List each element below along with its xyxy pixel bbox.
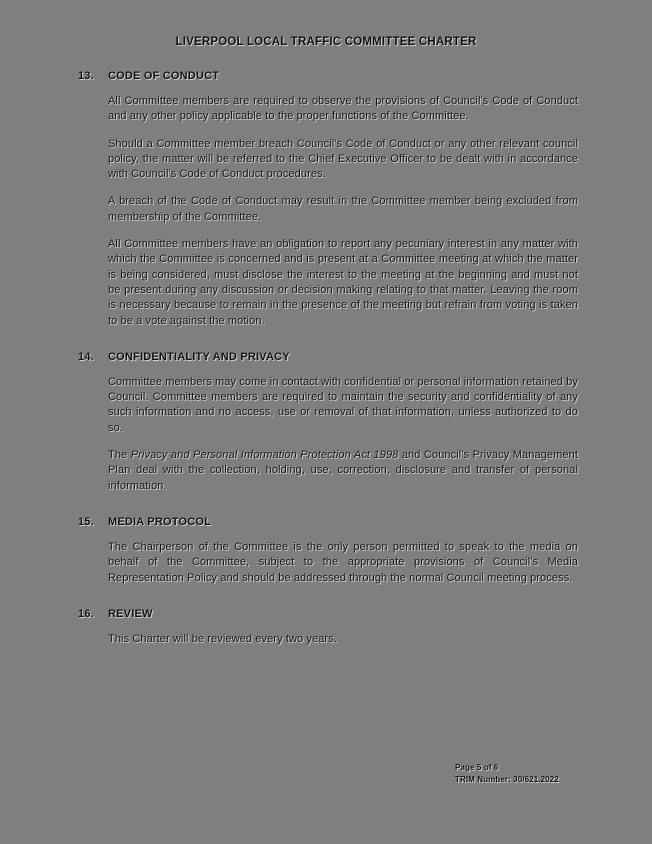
footer-trim-number: TRIM Number: 30/621.2022 [455, 775, 559, 784]
section-title: MEDIA PROTOCOL [108, 515, 212, 528]
paragraph-segment: The Chairperson of the Committee is the only person permitted to speak to the media on behalf of the Committee, subject to the appropriate provisions of Council's Media Representation Policy and should be addressed through the normal Council meeting process. [108, 540, 578, 584]
section-number: 14. [78, 350, 94, 363]
paragraph-segment: and Council's Privacy Management Plan deal with the collection, holding, use, correction, disclosure and transfer of personal information. [108, 449, 578, 492]
paragraph-segment: A breach of the Code of Conduct may result in the Committee member being excluded from membership of the Committee. [108, 195, 578, 223]
paragraph-segment-italic: Privacy and Personal Information Protection Act 1998 [130, 449, 399, 462]
paragraph-segment: This Charter will be reviewed every two years. [108, 632, 337, 645]
section-heading [78, 608, 578, 620]
section-heading [78, 516, 578, 528]
paragraph [108, 137, 578, 183]
paragraph-segment: Should a Committee member breach Council's Code of Conduct or any other relevant council policy, the matter will be referred to the Chief Executive Officer to be dealt with in accordance with Council's Code of Conduct procedures. [108, 137, 578, 181]
section-title: REVIEW [108, 607, 153, 620]
section-heading [78, 351, 578, 363]
paragraph [108, 237, 578, 329]
paragraph [108, 540, 578, 586]
paragraph-segment: All Committee members have an obligation to report any pecuniary interest in any matter with which the Committee is concerned and is present at a Committee meeting at which the matter is being considered, must disclose the interest to the meeting at the beginning and must not be present during any discussion or decision making relating to that matter. Leaving the room is necessary because to remain in the presence of the meeting but refrain from voting is taken to be a vote against the motion. [108, 238, 578, 327]
paragraph-segment: The [108, 449, 131, 462]
paragraph [108, 375, 578, 436]
paragraph [108, 448, 578, 494]
document-body [78, 70, 578, 647]
section-title: CONFIDENTIALITY AND PRIVACY [108, 350, 290, 363]
paragraph [108, 194, 578, 225]
paragraph [108, 632, 578, 647]
page-footer [455, 762, 559, 786]
paragraph [108, 94, 578, 125]
section-number: 13. [78, 70, 94, 82]
section-title: CODE OF CONDUCT [108, 70, 220, 82]
section-number: 15. [78, 515, 94, 528]
section-heading [78, 70, 578, 82]
section-number: 16. [78, 607, 94, 620]
paragraph-segment: All Committee members are required to observe the provisions of Council's Code of Conduct and any other policy applicable to the proper functions of the Committee. [108, 95, 578, 123]
footer-page-number: Page 5 of 6 [455, 763, 499, 772]
page-title: LIVERPOOL LOCAL TRAFFIC COMMITTEE CHARTER [175, 36, 477, 48]
paragraph-segment: Committee members may come in contact with confidential or personal information retained by Council. Committee members are required to maintain the security and confidentiality of any such information and no access, use or removal of that information, unless authorized to do so. [108, 375, 578, 434]
